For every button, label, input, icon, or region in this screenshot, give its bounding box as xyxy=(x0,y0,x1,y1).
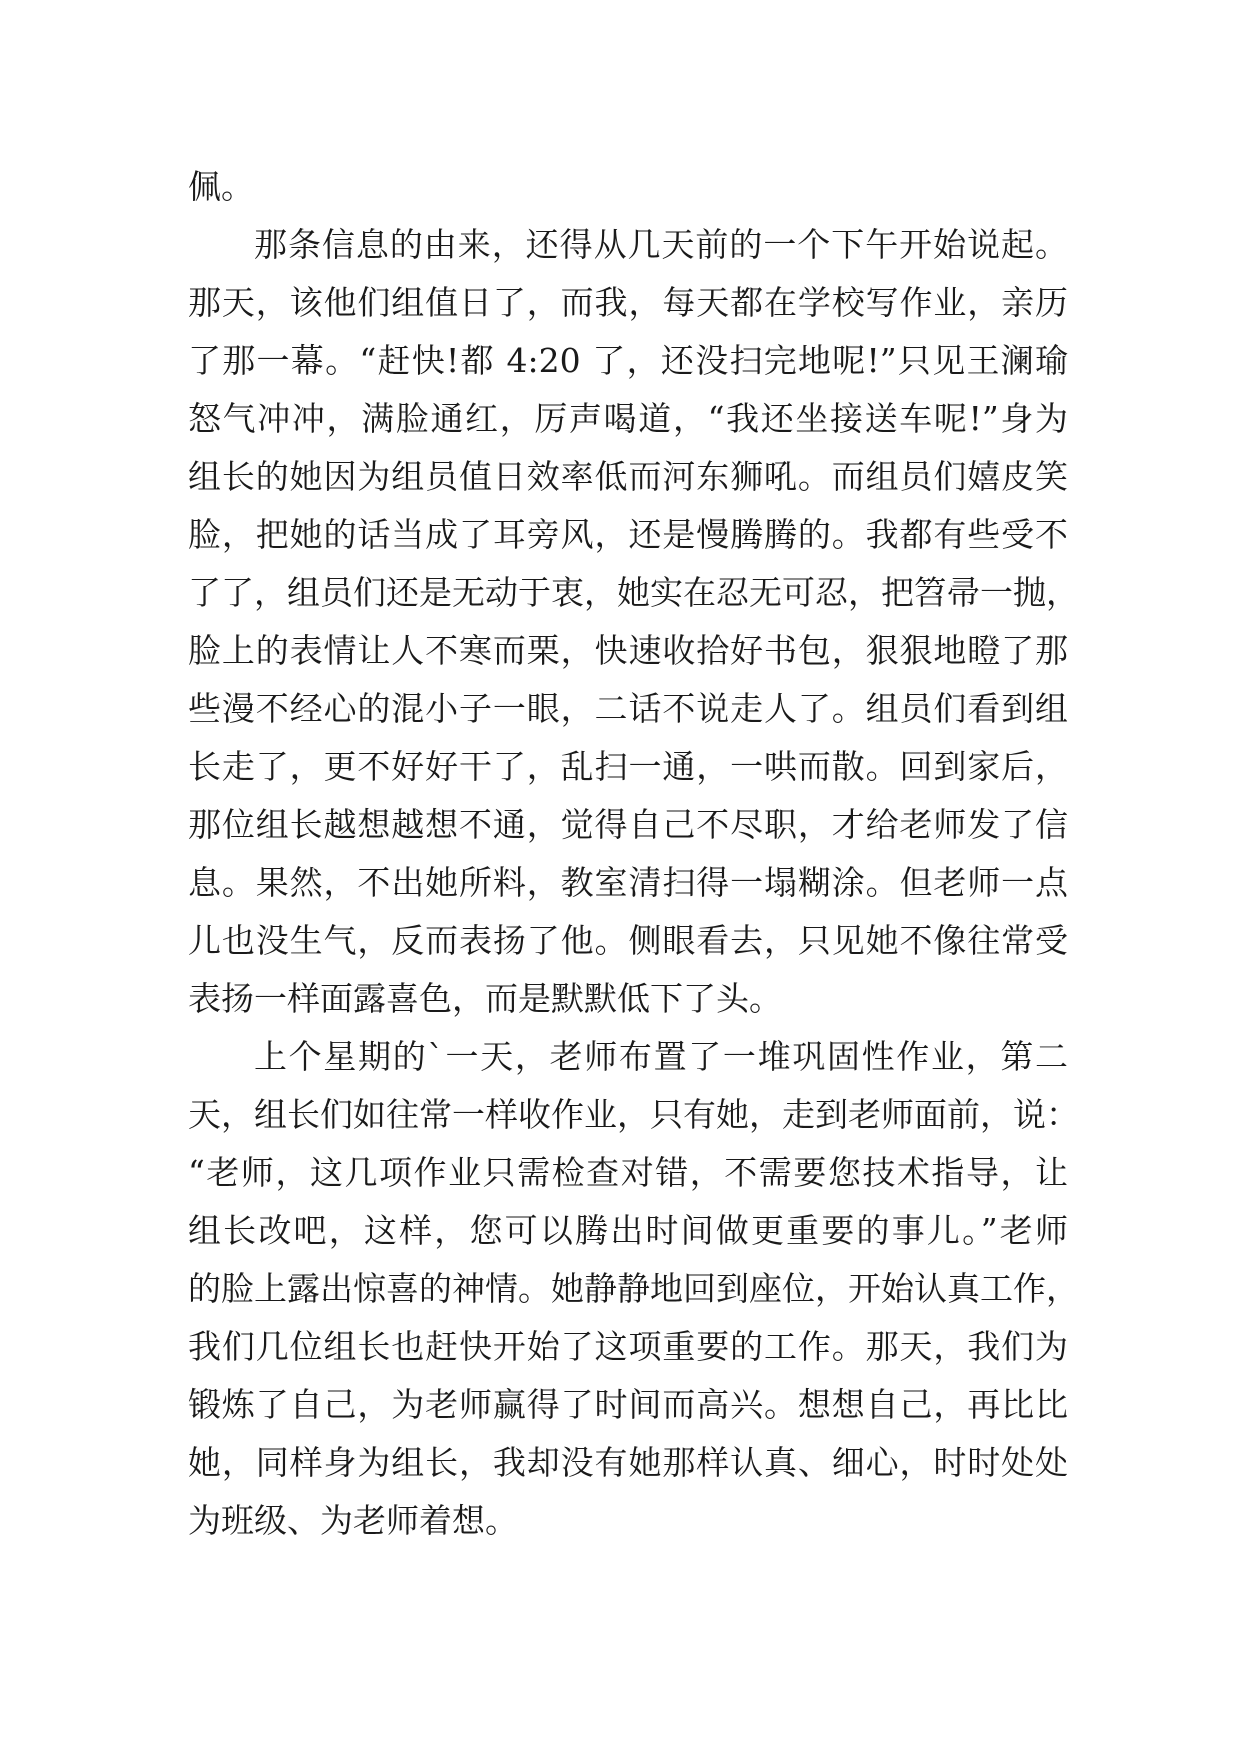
paragraph-2 xyxy=(188,216,1079,1028)
text-line: 儿也没生气，反而表扬了他。侧眼看去，只见她不像往常受 xyxy=(188,921,1068,960)
text-line: 组长的她因为组员值日效率低而河东狮吼。而组员们嬉皮笑 xyxy=(188,457,1068,496)
text-line: 那位组长越想越想不通，觉得自己不尽职，才给老师发了信 xyxy=(188,805,1068,844)
text-line: 天，组长们如往常一样收作业，只有她，走到老师面前，说： xyxy=(188,1095,1079,1134)
text-line: 锻炼了自己，为老师赢得了时间而高兴。想想自己，再比比 xyxy=(188,1385,1068,1424)
text-line: 了那一幕。“赶快!都 4:20 了，还没扫完地呢!”只见王澜瑜 xyxy=(188,341,1068,380)
text-line: 脸上的表情让人不寒而栗，快速收拾好书包，狠狠地瞪了那 xyxy=(188,631,1068,670)
text-line: 佩。 xyxy=(188,167,254,206)
text-line: 那条信息的由来，还得从几天前的一个下午开始说起。 xyxy=(254,225,1068,264)
text-line: 表扬一样面露喜色，而是默默低下了头。 xyxy=(188,979,782,1018)
text-line: 那天，该他们组值日了，而我，每天都在学校写作业，亲历 xyxy=(188,283,1068,322)
text-line: 了了，组员们还是无动于衷，她实在忍无可忍，把笤帚一抛， xyxy=(188,573,1079,612)
text-line: 息。果然，不出她所料，教室清扫得一塌糊涂。但老师一点 xyxy=(188,863,1068,902)
text-line: 些漫不经心的混小子一眼，二话不说走人了。组员们看到组 xyxy=(188,689,1068,728)
essay-body xyxy=(188,158,1079,1550)
text-line: 为班级、为老师着想。 xyxy=(188,1501,518,1540)
text-line: 她，同样身为组长，我却没有她那样认真、细心，时时处处 xyxy=(188,1443,1068,1482)
text-line: 我们几位组长也赶快开始了这项重要的工作。那天，我们为 xyxy=(188,1327,1068,1366)
text-line: 怒气冲冲，满脸通红，厉声喝道，“我还坐接送车呢!”身为 xyxy=(188,399,1068,438)
text-line: 的脸上露出惊喜的神情。她静静地回到座位，开始认真工作， xyxy=(188,1269,1079,1308)
text-line: 长走了，更不好好干了，乱扫一通，一哄而散。回到家后， xyxy=(188,747,1068,786)
paragraph-3 xyxy=(188,1028,1079,1550)
paragraph-1 xyxy=(188,158,1068,216)
text-line: 组长改吧，这样，您可以腾出时间做更重要的事儿。”老师 xyxy=(188,1211,1068,1250)
text-line: 脸，把她的话当成了耳旁风，还是慢腾腾的。我都有些受不 xyxy=(188,515,1068,554)
text-line: “老师，这几项作业只需检查对错，不需要您技术指导，让 xyxy=(188,1153,1068,1192)
text-line: 上个星期的`一天，老师布置了一堆巩固性作业，第二 xyxy=(254,1037,1068,1076)
